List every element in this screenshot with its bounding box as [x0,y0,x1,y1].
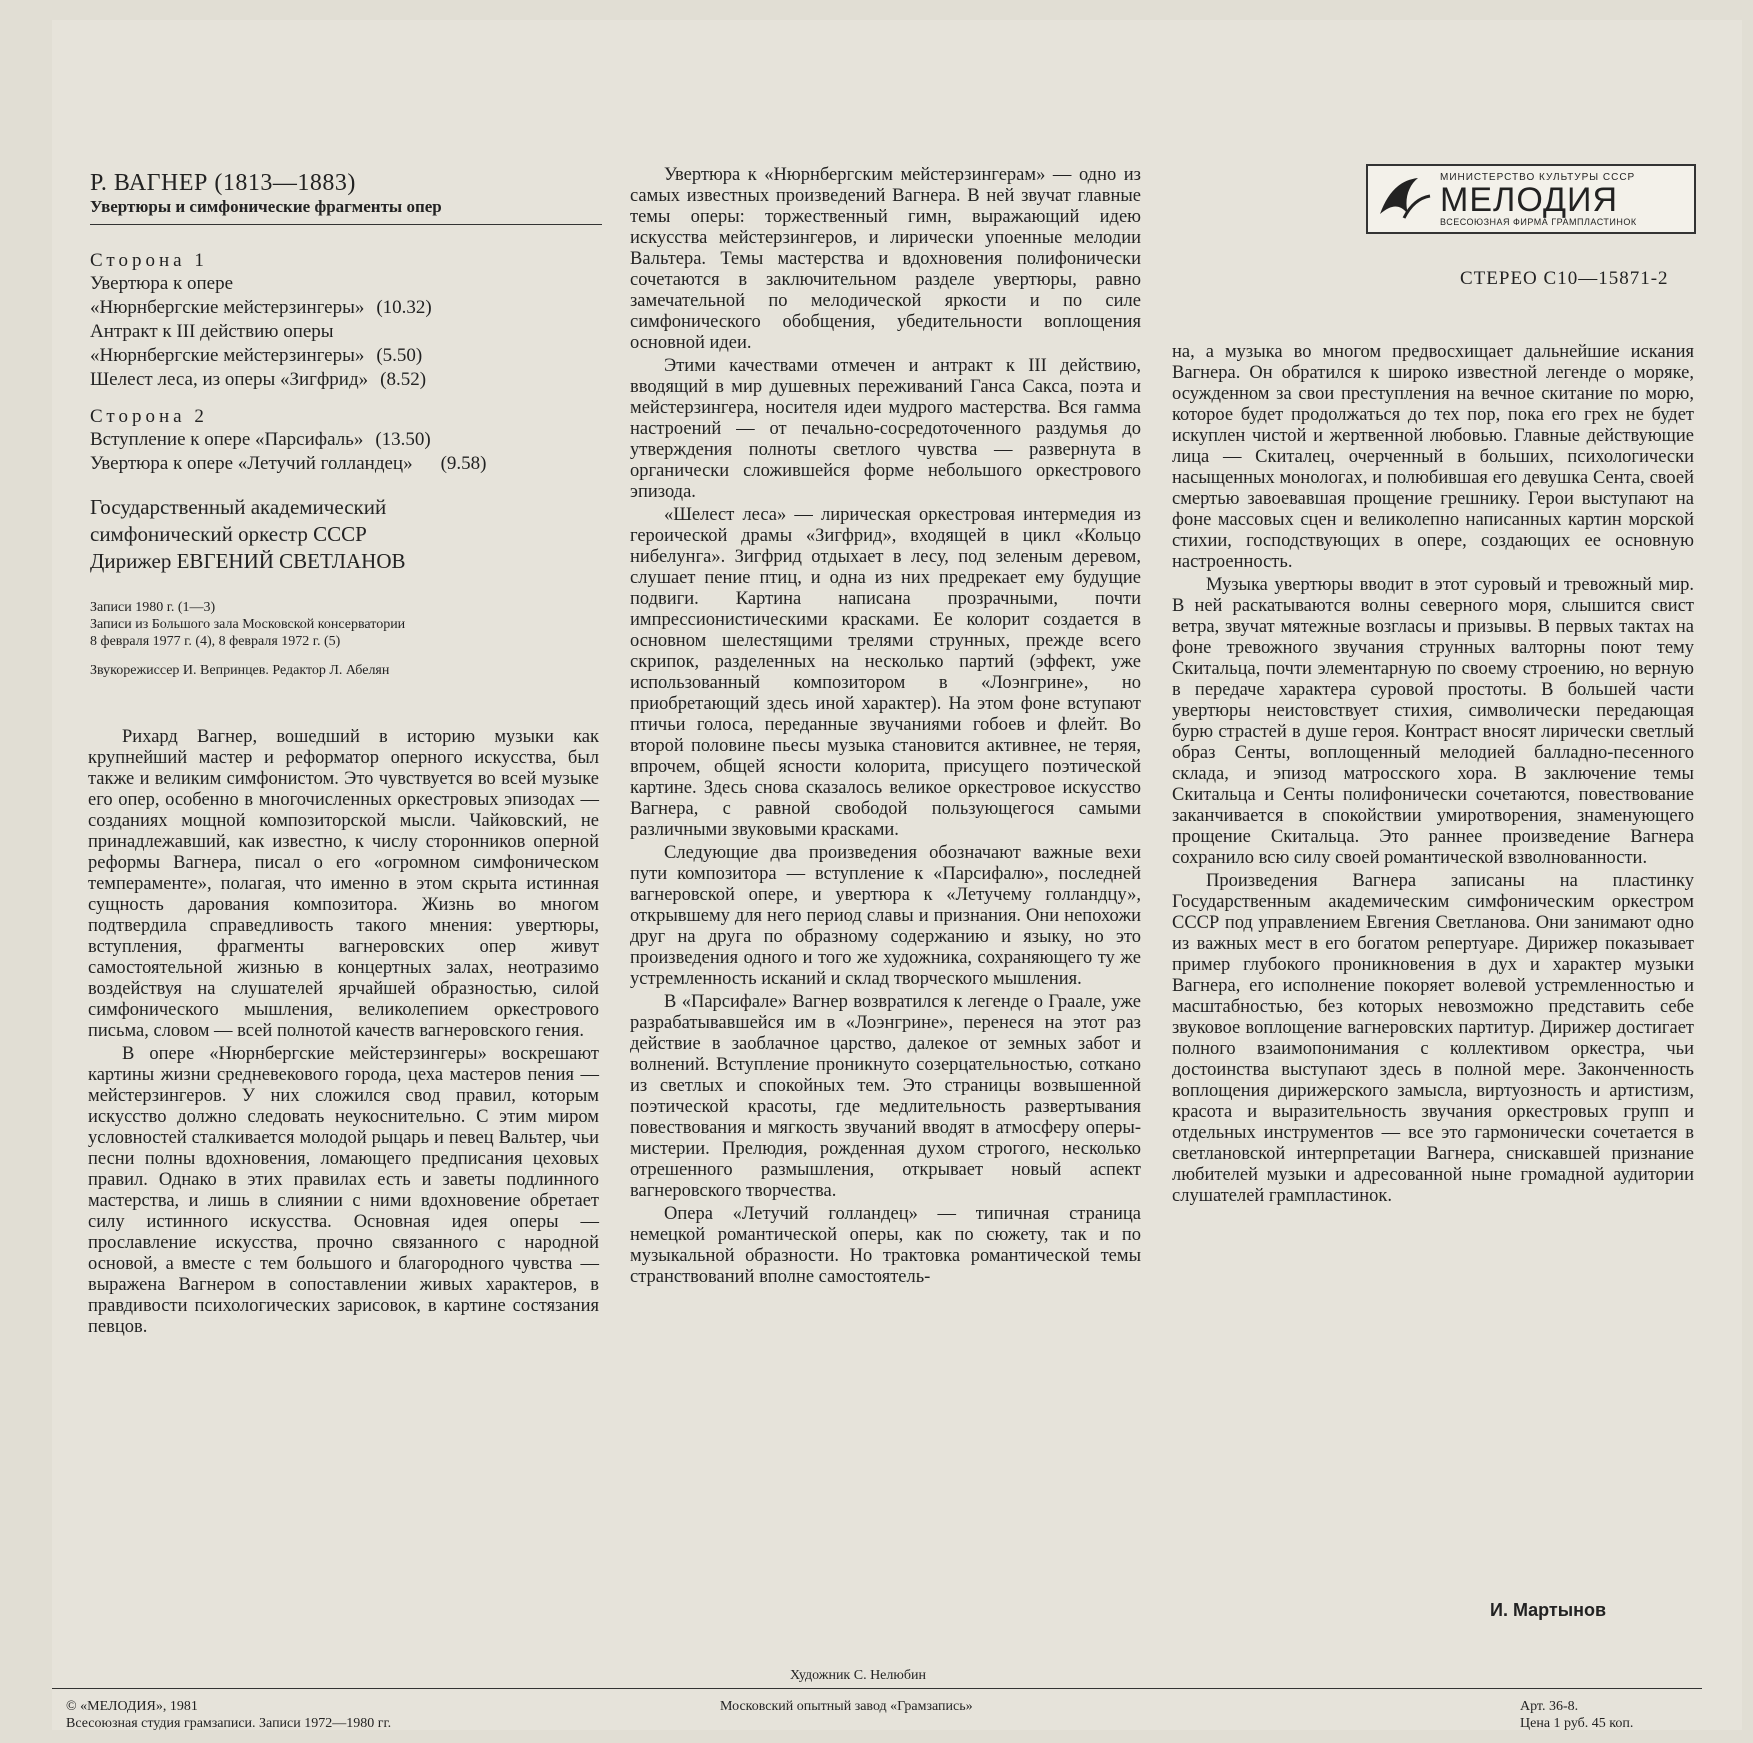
header-block [90,170,610,217]
credits: Звукорежиссер И. Вепринцев. Редактор Л. Абелян [90,663,390,678]
orchestra-line1: Государственный академический [90,495,387,519]
plant-info: Московский опытный завод «Грамзапись» [720,1699,973,1714]
track-1-line1: Увертюра к опере [90,273,234,294]
track-3-line: Шелест леса, из оперы «Зигфрид» [90,369,369,390]
side1-tracklist [90,240,610,679]
column-1-text [88,727,599,1340]
col1-paragraph: В опере «Нюрнбергские мейстерзингеры» воскрешают картины жизни средневекового города, цеха мастеров пения — мейстерзингеров. У них сложился свод правил, которым искусство должно следовать неукоснительно. С этим миром условностей сталкивается молодой рыцарь и певец Вальтер, чьи песни полны вдохновения, ломающего предписания цеховых правил. Однако в этих правилах есть и заветы подлинного мастерства, и лишь в слиянии с ними вдохновение обретает силу истинного искусства. Основная идея оперы — прославление искусства, прочно связанного с народной основой, а вместе с тем большого и благородного чувства — выражена Вагнером в сопоставлении живых характеров, в правдивости психологических зарисовок, в картине состязания певцов. [88,1044,599,1337]
col2-paragraph: В «Парсифале» Вагнер возвратился к легенде о Граале, уже разрабатывавшейся им в «Лоэнгрине», перенеся на этот раз действие в заоблачное царство, далекое от земных забот и волнений. Вступление проникнуто созерцательностью, соткано из светлых и спокойных тем. Это страницы возвышенной поэтической красоты, где медлительность развертывания повествования и мягкость звучаний вводят в атмосферу оперы-мистерии. Прелюдия, рожденная духом строгого, несколько отрешенного размышления, открывает новый аспект вагнеровского творчества. [630,992,1141,1201]
performers [90,494,610,575]
recording-line1: Записи 1980 г. (1—3) [90,600,216,615]
recording-line2: Записи из Большого зала Московской консерватории [90,617,406,632]
track-1-duration: (10.32) [376,297,432,318]
col3-paragraph: Произведения Вагнера записаны на пластинку Государственным академическим симфоническим оркестром СССР под управлением Евгения Светланова. Они занимают одно из важных мест в его богатом репертуаре. Дирижер показывает пример глубокого проникновения в дух и характер музыки Вагнера, его исполнение покоряет волевой устремленностью и масштабностью, без которых невозможно представить себе звуковое воплощение вагнеровских партитур. Дирижер достигает полного взаимопонимания с коллективом оркестра, чьи достоинства выступают здесь в полной мере. Законченность воплощения дирижерского замысла, виртуозность и артистизм, красота и выразительность звучания оркестровых групп и отдельных инструментов — все это гармонически сочетается в светлановской интерпретации Вагнера, снискавшей признание любителей музыки и адресованной ныне громадной аудитории слушателей грампластинок. [1172,871,1694,1206]
artist-credit: Художник С. Нелюбин [790,1668,926,1683]
track-1 [90,272,610,320]
track-4-line: Вступление к опере «Парсифаль» [90,429,364,450]
recording-line3: 8 февраля 1977 г. (4), 8 февраля 1972 г. (5) [90,634,341,649]
col2-paragraph: «Шелест леса» — лирическая оркестровая интермедия из героической драмы «Зигфрид», входящей в цикл «Кольцо нибелунга». Зигфрид отдыхает в лесу, под зеленым деревом, слушает пение птиц, и одна из них предрекает ему будущие подвиги. Картина написана прозрачными, почти импрессионистическими красками. Ее колорит создается в основном шелестящими трелями струнных, прежде всего скрипок, разделенных на несколько партий (эффект, уже использованный композитором в «Лоэнгрине», но приобретающий здесь иной характер). На этом фоне вступают птичьи голоса, переданные звучаниями гобоев и флейт. Во второй половине пьесы музыка становится активнее, не теряя, впрочем, общей ясности колорита, присущего поэтической картине. Здесь снова сказалось великое оркестровое искусство Вагнера, с равной свободой пользующегося самыми различными звуковыми красками. [630,505,1141,840]
column-3-text [1172,342,1694,1209]
side1-label: Сторона 1 [90,250,208,271]
logo-top-text: МИНИСТЕРСТВО КУЛЬТУРЫ СССР [1440,171,1636,183]
studio-info: Всесоюзная студия грамзаписи. Записи 1972—1980 гг. [66,1716,392,1731]
conductor-line: Дирижер ЕВГЕНИЙ СВЕТЛАНОВ [90,549,406,573]
track-3-duration: (8.52) [380,369,427,390]
melodiya-emblem-icon [1374,170,1434,228]
title-divider [90,224,602,225]
album-title: Р. ВАГНЕР (1813—1883) [90,170,356,196]
price: Цена 1 руб. 45 коп. [1520,1716,1634,1731]
track-5-line: Увертюра к опере «Летучий голландец» [90,453,413,474]
catalog-number: СТЕРЕО С10—15871-2 [1460,268,1669,289]
logo-name: МЕЛОДИЯ [1440,180,1619,219]
col2-paragraph: Опера «Летучий голландец» — типичная страница немецкой романтической оперы, как по сюжету, так и по музыкальной образности. Но трактовка романтической темы странствований вполне самостоятель- [630,1204,1141,1287]
footer-left [66,1698,391,1732]
column-2-text [630,165,1141,1290]
article-number: Арт. 36-8. [1520,1699,1579,1714]
track-2-line1: Антракт к III действию оперы [90,321,334,342]
side2-label: Сторона 2 [90,406,208,427]
track-2-duration: (5.50) [376,345,423,366]
track-4-duration: (13.50) [375,429,431,450]
col3-paragraph: на, а музыка во многом предвосхищает дальнейшие искания Вагнера. Он обратился к широко известной легенде о моряке, осужденном за свои преступления на вечное скитание по морю, которое будет продолжаться до тех пор, пока его грех не будет искуплен чистой и жертвенной любовью. Главные действующие лица — Скиталец, очерченный в больших, психологически насыщенных монологах, и полюбившая его девушка Сента, своей смертью завоевавшая прощение грешнику. Герои выступают на фоне массовых сцен и великолепно написанных картин морской стихии, господствующих в опере, создающих ее основную настроенность. [1172,342,1694,572]
album-subtitle: Увертюры и симфонические фрагменты опер [90,197,442,216]
col3-paragraph: Музыка увертюры вводит в этот суровый и тревожный мир. В ней раскатываются волны северного моря, слышится свист ветра, звучат мятежные возгласы и призывы. В первых тактах на фоне тревожного звучания струнных валторны поют тему Скитальца, почти элементарную по своему строению, но верную в передаче характера суровой простоты. В большей части увертюры неистовствует стихия, символически передающая бурю страстей в душе героя. Контраст вносят лирически светлый образ Сенты, воплощенный мелодией балладно-песенного склада, и эпизод матросского хора. В заключение темы Скитальца и Сенты полифонически сочетаются, повествование заканчивается в спокойствии умиротворения, знаменующего прощение Скитальца. Это раннее произведение Вагнера сохранило всю силу своей романтической взволнованности. [1172,575,1694,868]
copyright: © «МЕЛОДИЯ», 1981 [66,1699,198,1714]
logo-bottom-text: ВСЕСОЮЗНАЯ ФИРМА ГРАМПЛАСТИНОК [1440,216,1637,227]
col1-paragraph: Рихард Вагнер, вошедший в историю музыки как крупнейший мастер и реформатор оперного искусства, был также и великим симфонистом. Это чувствуется во всей музыке его опер, особенно в многочисленных оркестровых эпизодах — созданиях мощной композиторской мысли. Чайковский, не принадлежавший, как известно, к числу сторонников оперной реформы Вагнера, писал о его «огромном симфоническом темпераменте», полагая, что именно в этом скрыта истинная сущность дарования композитора. Жизнь во многом подтвердила справедливость такого мнения: увертюры, вступления, фрагменты вагнеровских опер живут самостоятельной жизнью в концертных залах, неотразимо воздействуя на слушателей ярчайшей образностью, силой симфонического мышления, великолепием оркестрового письма, словом — всей полнотой качеств вагнеровского гения. [88,727,599,1041]
track-3 [90,368,610,392]
col2-paragraph: Следующие два произведения обозначают важные вехи пути композитора — вступление к «Парсифалю», последней вагнеровской опере, и увертюра к «Летучему голландцу», открывшему для него период славы и признания. Они непохожи друг на друга по образному содержанию и языку, но это произведения одного и того же художника, сохраняющего ту же устремленность исканий и склад творческого мышления. [630,843,1141,989]
col2-paragraph: Увертюра к «Нюрнбергским мейстерзингерам» — одно из самых известных произведений Вагнера. В ней звучат главные темы оперы: торжественный гимн, выражающий идею искусства мейстерзингеров, и лирически упоенные мелодии Вальтера. Темы мастерства и вдохновения полифонически сочетаются в заключительном разделе увертюры, равно замечательной по мелодической яркости и по силе симфонического обобщения, убедительности воплощения основной идеи. [630,165,1141,353]
track-5-duration: (9.58) [440,453,487,474]
orchestra-line2: симфонический оркестр СССР [90,522,367,546]
recording-info [90,599,610,650]
col2-paragraph: Этими качествами отмечен и антракт к III действию, вводящий в мир душевных переживаний Ганса Сакса, поэта и мейстерзингера, носителя идеи мудрого мастерства. Вся гамма настроений — от печально-сосредоточенного раздумья до утверждения полноты светлого чувства — развернута в органически сложившейся форме небольшого оркестрового эпизода. [630,356,1141,502]
track-2-line2: «Нюрнбергские мейстерзингеры» [90,345,365,366]
footer-right [1520,1698,1633,1732]
track-5 [90,452,610,476]
track-2 [90,320,610,368]
track-4 [90,428,610,452]
melodiya-logo [1366,164,1696,234]
author-signature: И. Мартынов [1490,1600,1607,1620]
track-1-line2: «Нюрнбергские мейстерзингеры» [90,297,365,318]
footer-divider [52,1688,1702,1689]
